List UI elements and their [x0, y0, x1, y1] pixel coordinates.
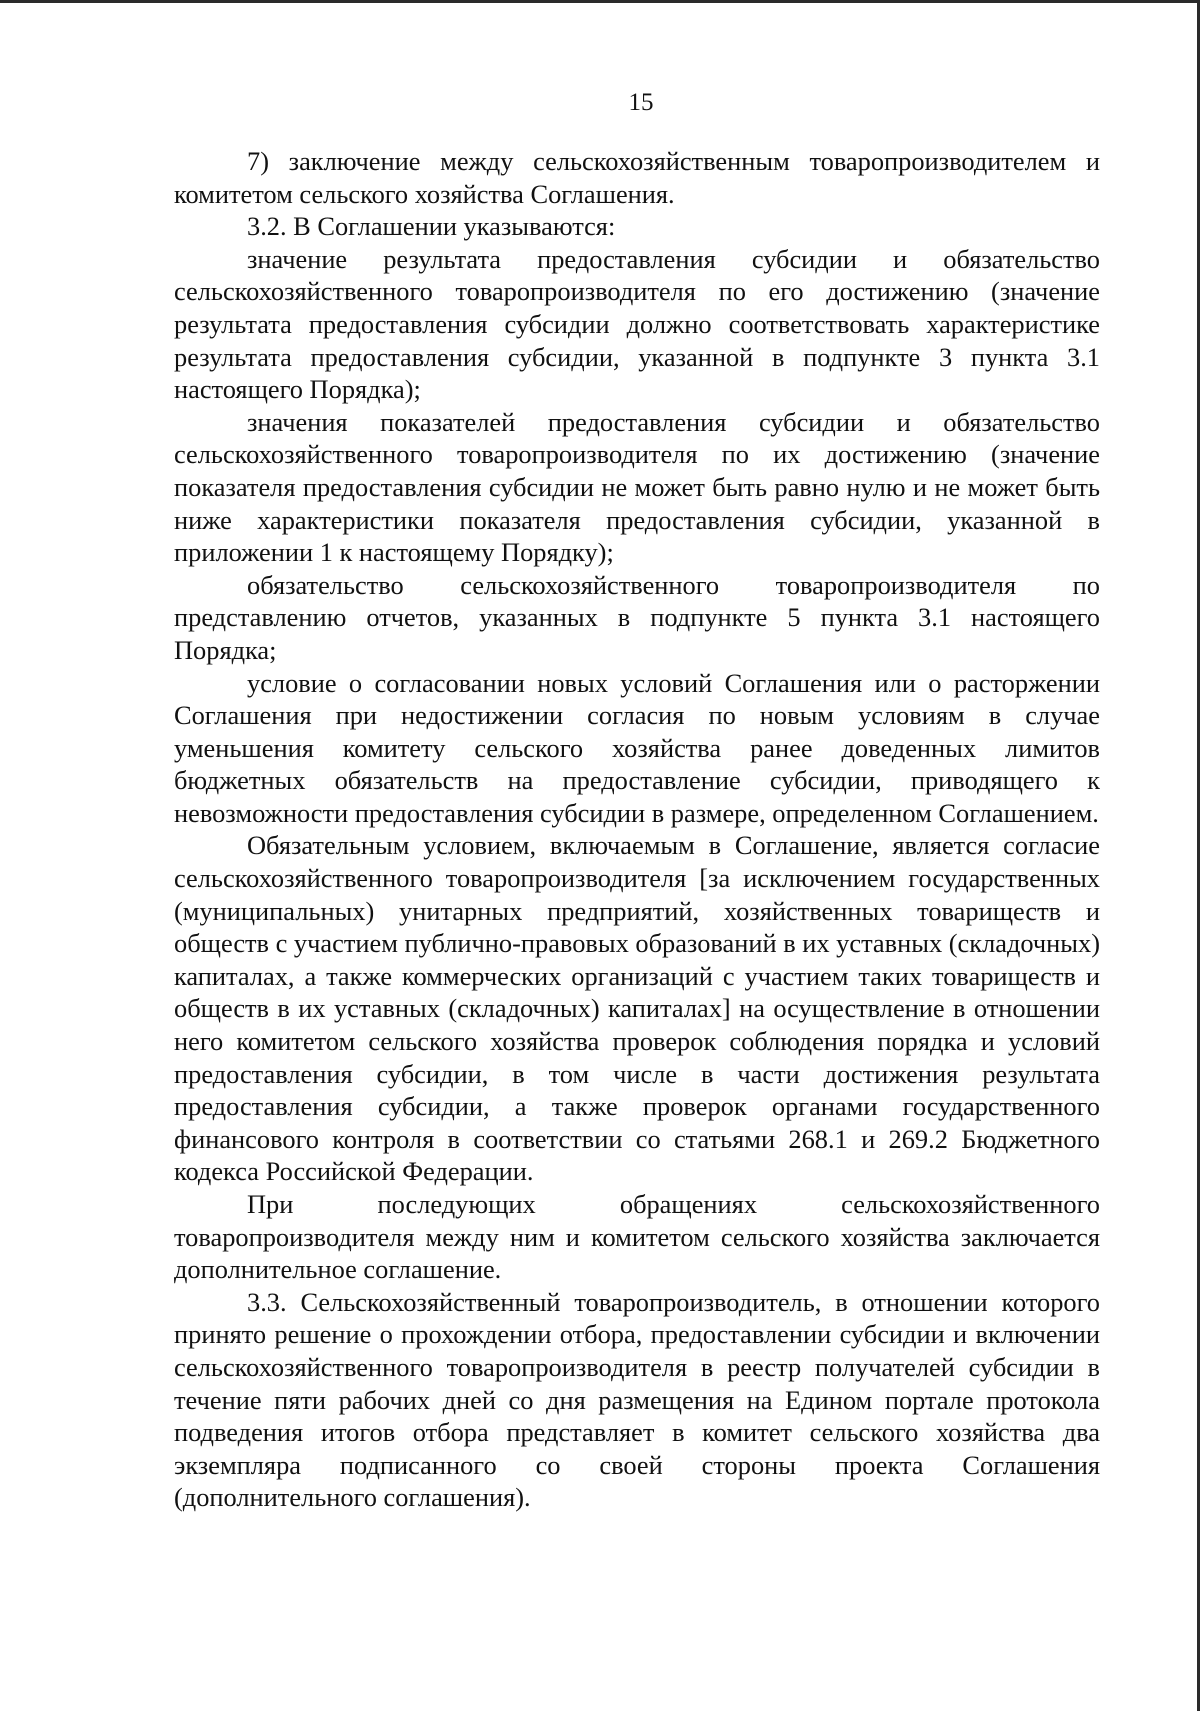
scan-border-top — [0, 0, 1200, 3]
paragraph-mandatory-condition: Обязательным условием, включаемым в Соглашение, является согласие сельскохозяйственного товаропроизводителя [за исключением государственных (муниципальных) унитарных предприятий, хозяйственных товариществ и обществ с участием публично-правовых образований в их уставных (складочных) капиталах, а также коммерческих организаций с участием таких товариществ и обществ в их уставных (складочных) капиталах] на осуществление в отношении него комитетом сельского хозяйства проверок соблюдения порядка и условий предоставления субсидии, в том числе в части достижения результата предоставления субсидии, а также проверок органами государственного финансового контроля в соответствии со статьями 268.1 и 269.2 Бюджетного кодекса Российской Федерации. — [174, 830, 1101, 1187]
paragraph-additional-agreement: При последующих обращениях сельскохозяйственного товаропроизводителя между ним и комитетом сельского хозяйства заключается дополнительное соглашение. — [174, 1189, 1100, 1285]
paragraph-amendment-condition: условие о согласовании новых условий Соглашения или о расторжении Соглашения при недостижении согласия по новым условиям в случае уменьшения комитету сельского хозяйства ранее доведенных лимитов бюджетных обязательств на предоставление субсидии, приводящего к невозможности предоставления субсидии в размере, определенном Соглашением. — [174, 667, 1100, 828]
paragraph-result-value: значение результата предоставления субсидии и обязательство сельскохозяйственного товаропроизводителя по его достижению (значение результата предоставления субсидии должно соответствовать характеристике результата предоставления субсидии, указанной в подпункте 3 пункта 3.1 настоящего Порядка); — [174, 243, 1100, 405]
page-number: 15 — [628, 89, 654, 116]
paragraph-section-3-2: 3.2. В Соглашении указываются: — [247, 211, 616, 242]
document-body — [174, 145, 1100, 1514]
paragraph-indicator-values: значения показателей предоставления субсидии и обязательство сельскохозяйственного товаропроизводителя по их достижению (значение показателя предоставления субсидии не может быть равно нулю и не может быть ниже характеристики показателя предоставления субсидии, указанной в приложении 1 к настоящему Порядку); — [174, 406, 1100, 568]
paragraph-reporting-obligation: обязательство сельскохозяйственного товаропроизводителя по представлению отчетов, указанных в подпункте 5 пункта 3.1 настоящего Порядка; — [174, 569, 1100, 665]
paragraph-section-3-3: 3.3. Сельскохозяйственный товаропроизводитель, в отношении которого принято решение о прохождении отбора, предоставлении субсидии и включении сельскохозяйственного товаропроизводителя в реестр получателей субсидии в течение пяти рабочих дней со дня размещения на Едином портале протокола подведения итогов отбора представляет в комитет сельского хозяйства два экземпляра подписанного со своей стороны проекта Соглашения (дополнительного соглашения). — [174, 1286, 1100, 1513]
paragraph-item-7: 7) заключение между сельскохозяйственным товаропроизводителем и комитетом сельского хозяйства Соглашения. — [174, 146, 1100, 209]
